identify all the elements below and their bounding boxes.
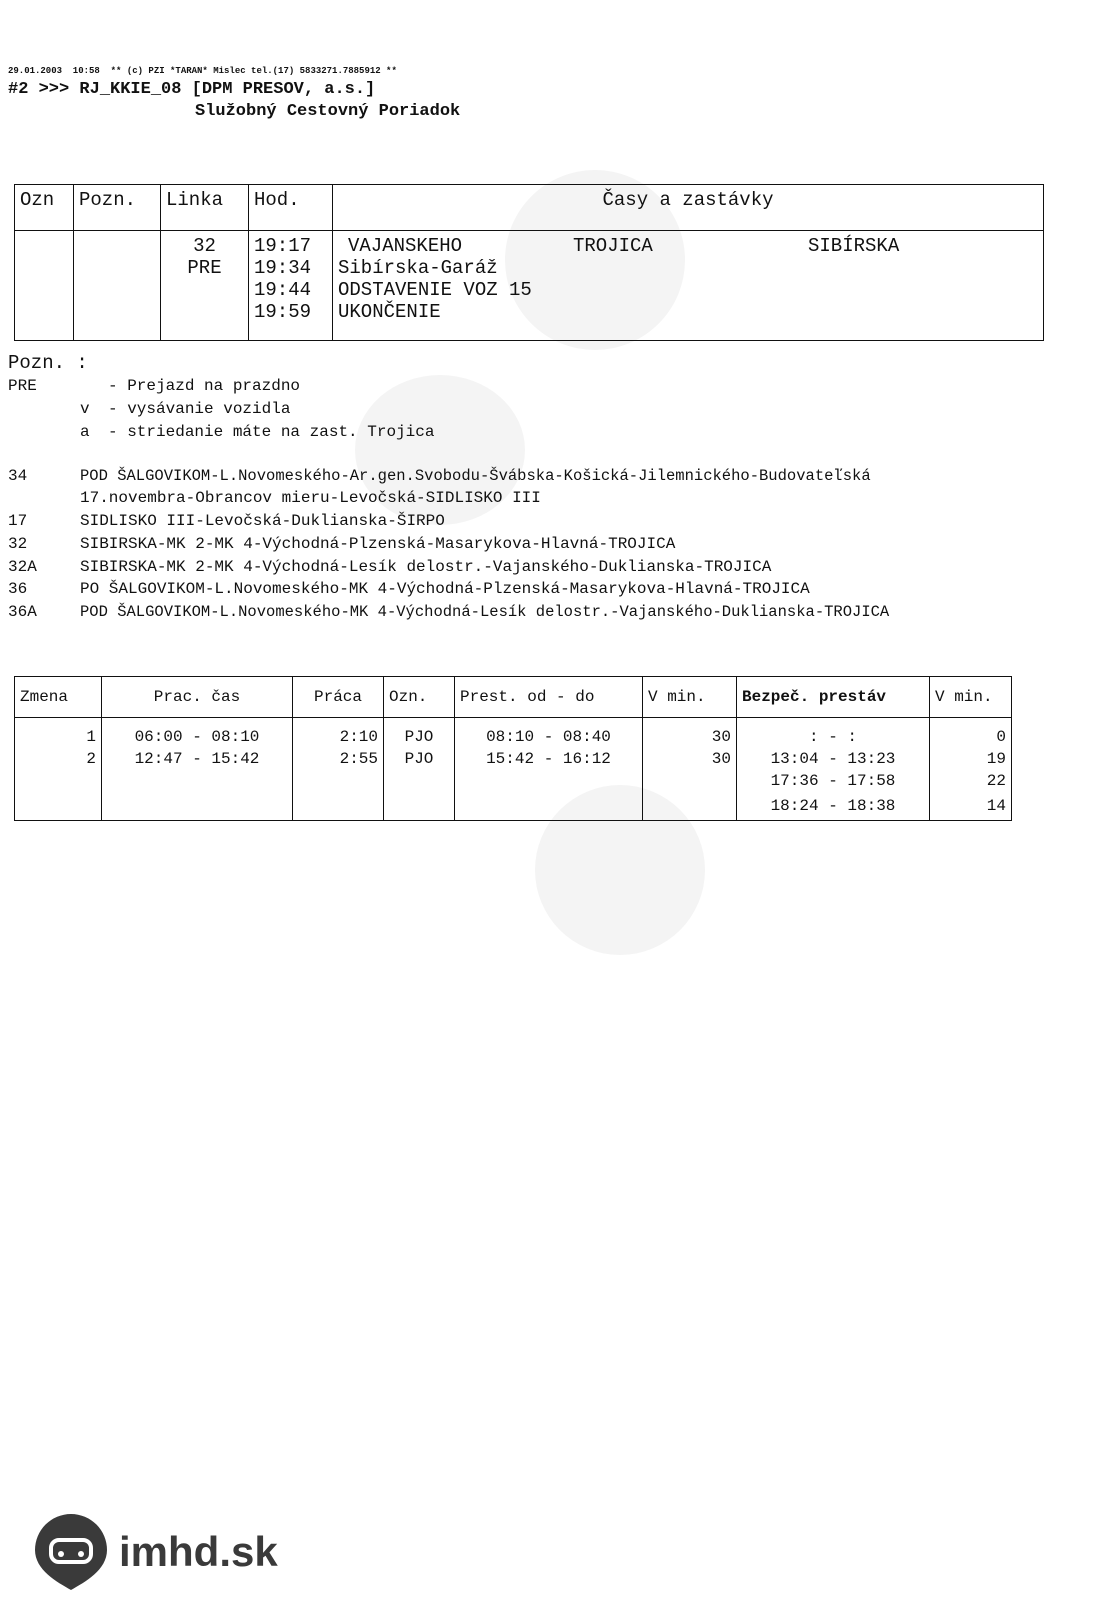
print-line: 29.01.2003 10:58 ** (c) PZI *TARAN* Mislec tel.(17) 5833271.7885912 ** (8, 66, 397, 76)
times-cell: 19:17 19:34 19:44 19:59 (249, 231, 333, 341)
schedule-table (14, 184, 1044, 341)
imhd-logo-icon (33, 1512, 109, 1592)
header-ozn: Ozn (15, 185, 74, 231)
table-row: 17:36 - 17:58 22 (15, 770, 1012, 792)
document-page: 29.01.2003 10:58 ** (c) PZI *TARAN* Mislec tel.(17) 5833271.7885912 ** #2 >>> RJ_KKIE_08 [DPM PRESOV, a.s.] Služobný Cestovný Poriadok Ozn Pozn. Linka Hod. Časy a zastávky 32 PRE 19:17 19:34 19:44 19:59 VAJANSKEHO TROJICA SIBÍRSKA Sibírska-Garáž ODSTAVENIE VOZ 15 UKONČENIE Pozn. : PRE - Prejazd na prazdno v - vysávanie vozidla a - striedanie máte na zast. Trojica 34 POD ŠALGOVIKOM-L.Novomeského-Ar.gen.Svobodu-Švábska-Košická-Jilemnického-Budovateľská 17.novembra-Obrancov mieru-Levočská-SIDLISKO III 17 SIDLISKO III-Levočská-Duklianska-ŠIRPO 32 SIBIRSKA-MK 2-MK 4-Východná-Plzenská-Masarykova-Hlavná-TROJICA 32A SIBIRSKA-MK 2-MK 4-Východná-Lesík delostr.-Vajanského-Duklianska-TROJICA 36 PO ŠALGOVIKOM-L.Novomeského-MK 4-Východná-Plzenská-Masarykova-Hlavná-TROJICA 36A POD ŠALGOVIKOM-L.Novomeského-MK 4-Východná-Lesík delostr.-Vajanského-Duklianska-TROJICA Zmena Prac. čas Práca Ozn. Prest. od - do V min. Bezpeč. prestáv V min. 1 06:00 - 08:10 2:10 PJO 08:10 - 08:40 30 : - : 0 2 12:47 - 15:42 2:55 PJO 15:42 - 16:12 30 13:04 - 13:23 19 17:36 - 17:58 22 18:24 - 18:38 14 imhd.sk (0, 0, 1099, 1622)
shift-table: Zmena Prac. čas Práca Ozn. Prest. od - do V min. Bezpeč. prestáv V min. 1 06:00 - 08:10 2:10 PJO 08:10 - 08:40 30 : - : 0 2 12:47 - 15:42 2:55 PJO 15:42 - 16:12 30 13:04 - 13:23 19 17:36 - 17:58 22 18:24 - 18:38 14 (14, 676, 1012, 821)
document-title: #2 >>> RJ_KKIE_08 [DPM PRESOV, a.s.] (8, 80, 376, 99)
notes-title: Pozn. : (8, 352, 88, 374)
header-linka: Linka (161, 185, 249, 231)
linka-cell: 32 PRE (161, 231, 249, 341)
table-row: 1 06:00 - 08:10 2:10 PJO 08:10 - 08:40 30 : - : 0 (15, 718, 1012, 749)
document-subtitle: Služobný Cestovný Poriadok (195, 102, 461, 121)
table-row: 2 12:47 - 15:42 2:55 PJO 15:42 - 16:12 30 13:04 - 13:23 19 (15, 748, 1012, 770)
table-row: 18:24 - 18:38 14 (15, 792, 1012, 821)
header-pozn: Pozn. (74, 185, 161, 231)
header-hod: Hod. (249, 185, 333, 231)
header-casy: Časy a zastávky (333, 185, 1044, 231)
stops-cell: VAJANSKEHO TROJICA SIBÍRSKA Sibírska-Garáž ODSTAVENIE VOZ 15 UKONČENIE (333, 231, 1044, 341)
imhd-logo: imhd.sk (33, 1512, 278, 1592)
